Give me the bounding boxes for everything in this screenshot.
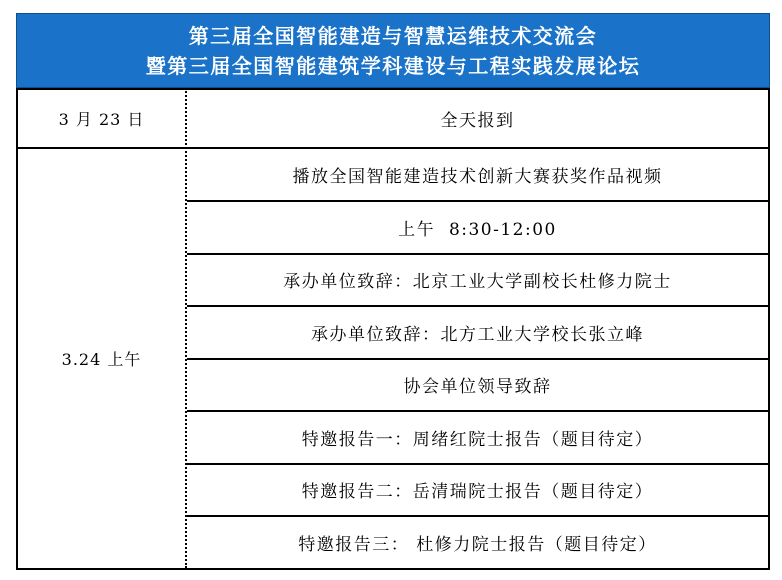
header-title-line2: 暨第三届全国智能建筑学科建设与工程实践发展论坛 [145,53,641,78]
schedule-item: 上午 8:30-12:00 [187,200,768,253]
schedule-item: 播放全国智能建造技术创新大赛获奖作品视频 [292,167,663,187]
schedule-item: 特邀报告二：岳清瑞院士报告（题目待定） [187,463,768,516]
schedule-item: 特邀报告一：周绪红院士报告（题目待定） [187,410,768,463]
schedule-item: 承办单位致辞：北京工业大学副校长杜修力院士 [187,253,768,306]
schedule-item: 协会单位领导致辞 [187,358,768,411]
schedule-item: 特邀报告三： 杜修力院士报告（题目待定） [187,515,768,568]
date-cell: 3 月 23 日 [58,110,145,129]
schedule-item: 承办单位致辞：北方工业大学校长张立峰 [187,305,768,358]
date-cell: 3.24 上午 [61,350,142,369]
schedule-item: 全天报到 [440,111,515,131]
schedule-table [16,88,770,570]
page-header [16,13,770,88]
header-title-line1: 第三届全国智能建造与智慧运维技术交流会 [188,23,598,48]
